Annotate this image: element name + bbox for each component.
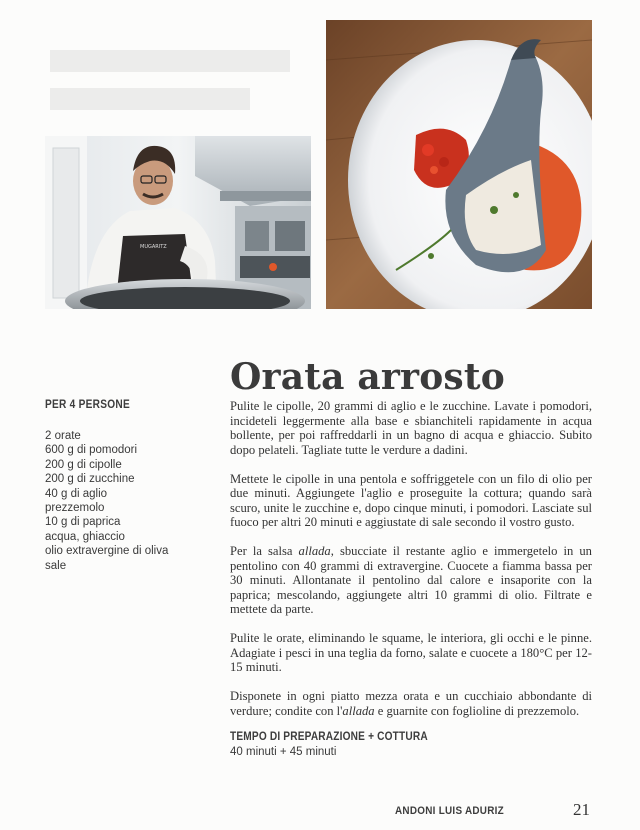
ingredient-item: 200 g di cipolle xyxy=(45,458,122,471)
ingredient-item: 10 g di paprica xyxy=(45,516,121,529)
sauce-name: allada xyxy=(298,544,331,558)
prep-time-value: 40 minuti + 45 minuti xyxy=(230,746,337,758)
show-through-shadow xyxy=(50,40,310,120)
ingredient-item: olio extravergine di oliva xyxy=(45,545,169,558)
method-step: Pulite le orate, eliminando le squame, le interiora, gli occhi e le pinne. Adagiate i pesci in una teglia da forno, salate e cuocete a 180°C per 12-15 minuti. xyxy=(230,631,592,674)
footer-author: ANDONI LUIS ADURIZ xyxy=(395,805,504,817)
ingredients-list xyxy=(45,429,168,573)
prep-time-heading: TEMPO DI PREPARAZIONE + COTTURA xyxy=(230,731,428,743)
page-number: 21 xyxy=(573,800,590,819)
method-text: e guarnite con foglioline di prezzemolo. xyxy=(374,703,580,718)
method-step xyxy=(230,544,592,617)
ingredient-item: prezzemolo xyxy=(45,502,105,515)
servings-heading: PER 4 PERSONE xyxy=(45,399,130,411)
ingredient-item: 200 g di zucchine xyxy=(45,473,135,486)
chef-seasoning-illustration xyxy=(45,136,311,309)
ingredient-item: 2 orate xyxy=(45,430,81,442)
roasted-fish-plate-illustration xyxy=(326,20,592,309)
recipe-title: Orata arrosto xyxy=(230,356,505,399)
method-text: Per la salsa xyxy=(230,544,299,558)
chef-photo xyxy=(45,136,311,309)
method-step: Mettete le cipolle in una pentola e soffriggetele con un filo di olio per due minuti. Aggiungete l'aglio e proseguite la cottura; quando sarà scuro, unite le zucchine e, dopo cinque minuti, i pomodori. Lasciate sul fuoco per altri 20 minuti e aggiustate di sale secondo il vostro gusto. xyxy=(230,471,592,529)
ingredient-item: acqua, ghiaccio xyxy=(45,530,125,543)
svg-text:MUGARITZ: MUGARITZ xyxy=(140,244,167,250)
ingredient-item: 40 g di aglio xyxy=(45,487,108,500)
method-text: Disponete in ogni piatto mezza orata e un cucchiaio abbondante di verdure; condite con l' xyxy=(230,689,592,718)
ingredient-item: 600 g di pomodori xyxy=(45,444,138,457)
method-step: Pulite le cipolle, 20 grammi di aglio e le zucchine. Lavate i pomodori, incideteli leggermente alla base e sbianchiteli rapidamente in acqua bollente, per poi raffreddarli in un bagno di acqua e ghiaccio. Subito dopo pelateli. Tagliate tutte le verdure a dadini. xyxy=(230,399,592,457)
dish-photo xyxy=(326,20,592,309)
method-text: , sbucciate il restante aglio e immergetelo in un pentolino con 40 grammi di extravergine. Cuocete a fiamma bassa per 30 minuti. Allontanate il pentolino dal calore e insaporite con la paprica; mescolando, aggiungete altri 10 grammi di olio. Filtrate e mettete da parte. xyxy=(230,544,592,616)
recipe-method xyxy=(230,399,592,728)
ingredient-item: sale xyxy=(45,559,67,572)
method-step xyxy=(230,689,592,718)
sauce-name: allada xyxy=(342,703,375,718)
